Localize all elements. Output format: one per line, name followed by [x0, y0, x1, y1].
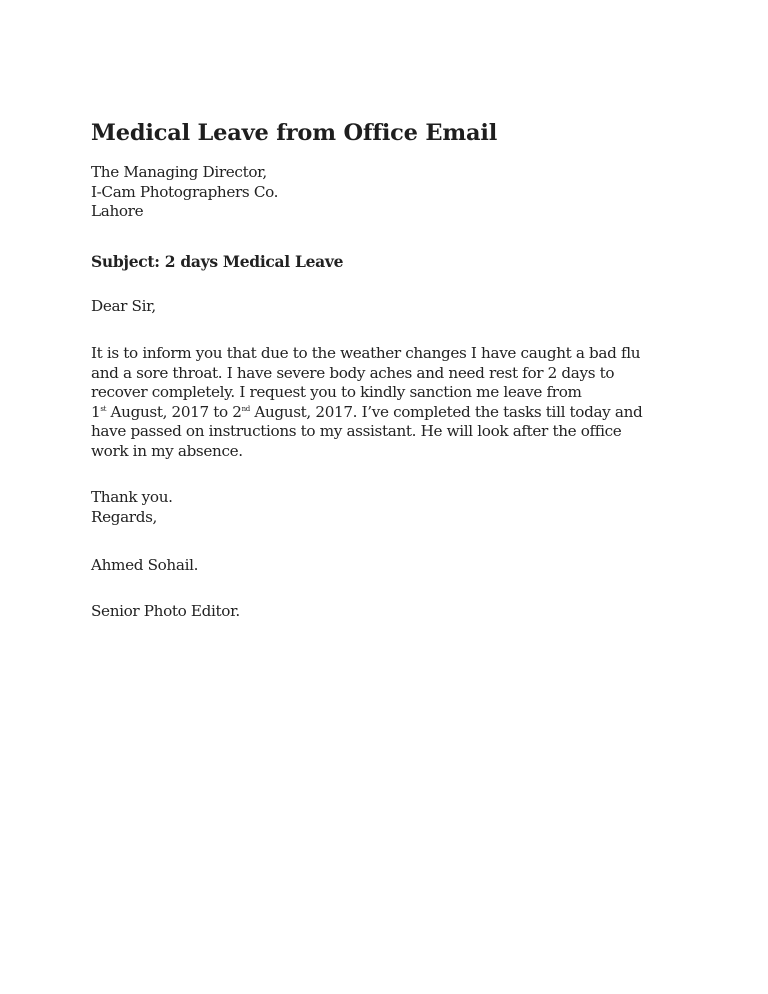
- recipient-line: The Managing Director,: [91, 163, 267, 181]
- body-paragraph: [91, 344, 642, 461]
- body-line: recover completely. I request you to kindly sanction me leave from: [91, 383, 582, 401]
- thanks-line: Thank you.: [91, 488, 173, 506]
- ordinal-suffix: st: [100, 404, 107, 413]
- body-text: August, 2017. I’ve completed the tasks till today and: [249, 402, 643, 421]
- body-line: [91, 403, 642, 423]
- regards-line: Regards,: [91, 507, 158, 526]
- date-range-text: August, 2017 to 2: [106, 402, 242, 421]
- body-line: work in my absence.: [91, 441, 243, 460]
- salutation: Dear Sir,: [91, 297, 156, 315]
- signature-position: Senior Photo Editor.: [91, 602, 240, 620]
- body-line: have passed on instructions to my assistant. He will look after the office: [91, 422, 622, 440]
- signature-name: Ahmed Sohail.: [91, 556, 199, 574]
- recipient-line: I-Cam Photographers Co.: [91, 182, 279, 201]
- body-line: It is to inform you that due to the weather changes I have caught a bad flu: [91, 344, 641, 362]
- closing: [91, 488, 173, 527]
- date-start-number: 1: [91, 402, 101, 421]
- document-title: Medical Leave from Office Email: [91, 120, 498, 146]
- recipient-address: [91, 163, 278, 222]
- ordinal-suffix: nd: [241, 404, 250, 413]
- subject-line: Subject: 2 days Medical Leave: [91, 252, 344, 271]
- body-line: and a sore throat. I have severe body aches and need rest for 2 days to: [91, 363, 615, 382]
- recipient-line: Lahore: [91, 202, 144, 220]
